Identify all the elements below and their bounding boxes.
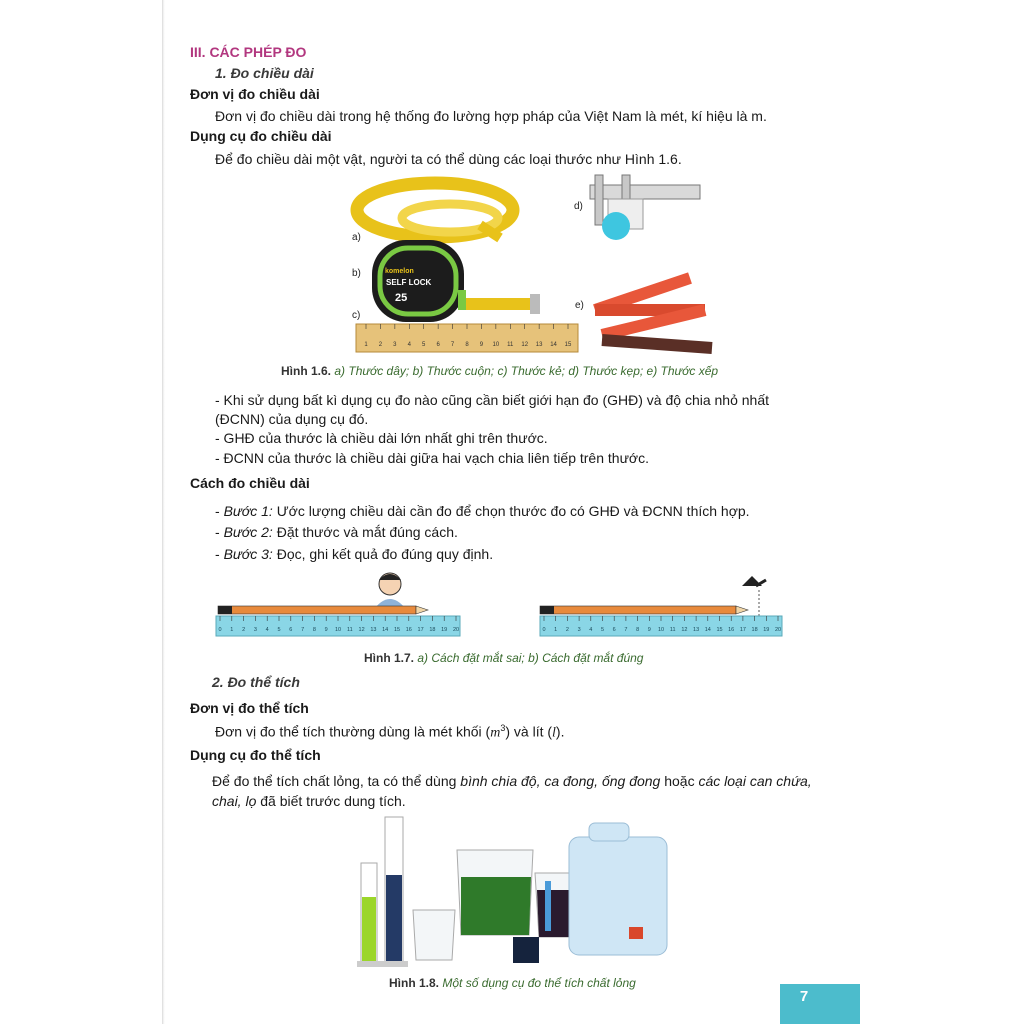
ruler-tick-label: 10 (492, 342, 500, 348)
fig-label-d: d) (574, 201, 583, 212)
ruler-tick-label: 0 (542, 627, 546, 633)
ruler-tick-label: 3 (393, 342, 397, 348)
ruler-tick-label: 14 (704, 627, 711, 633)
fig18-caption-num: Hình 1.8. (389, 976, 440, 990)
fig16-caption-num: Hình 1.6. (281, 364, 332, 378)
bullet-1a: - Khi sử dụng bất kì dụng cụ đo nào cũng cần biết giới hạn đo (GHĐ) và độ chia nhỏ nhất (215, 392, 770, 408)
fig16-drawings (340, 170, 720, 360)
ruler-tick-label: 9 (479, 342, 484, 348)
page-gutter-shadow (162, 0, 165, 1024)
ruler-tick-label: 6 (612, 627, 616, 633)
fig-label-a: a) (352, 232, 361, 243)
volume-tools-line1 (212, 773, 812, 789)
ruler-tick-label: 3 (577, 627, 581, 633)
step-3: - Bước 3: Đọc, ghi kết quả đo đúng quy định. (215, 546, 494, 562)
pencil-b (540, 606, 736, 614)
fig17-caption (364, 651, 643, 665)
eye-observer-icon (742, 576, 766, 618)
caliper-icon (590, 175, 700, 240)
unit-l: l (552, 725, 556, 741)
ruler-tick-label: 19 (763, 627, 770, 633)
large-beaker-green-icon (457, 850, 533, 935)
folding-ruler-icon (595, 278, 712, 348)
ruler-tick-label: 16 (405, 627, 412, 633)
graduated-cylinder-green-icon (357, 863, 381, 967)
tape-size: 25 (395, 292, 408, 304)
ruler-tick-label: 6 (436, 342, 440, 348)
v-t1b: bình chia độ, ca đong, ống đong (460, 773, 661, 789)
small-beaker-icon (413, 910, 455, 960)
ruler-tick-label: 15 (564, 342, 572, 348)
ruler-tick-label: 16 (728, 627, 735, 633)
unit-exp: 3 (500, 723, 506, 733)
ruler-tick-label: 1 (554, 627, 558, 633)
ruler-tick-label: 2 (565, 627, 569, 633)
step-3-label: Bước 3: (223, 546, 273, 562)
volume-subtitle: 2. Đo thể tích (212, 674, 300, 690)
ruler-tick-label: 10 (334, 627, 342, 633)
pencil-a (218, 606, 416, 614)
ruler-tick-label: 1 (230, 627, 234, 633)
v-t2b: đã biết trước dung tích. (256, 793, 406, 809)
ruler-tick-label: 13 (370, 627, 377, 633)
length-method-heading: Cách đo chiều dài (190, 475, 310, 491)
fig17-caption-text: a) Cách đặt mắt sai; b) Cách đặt mắt đúng (417, 651, 644, 665)
step-1-label: Bước 1: (223, 503, 273, 519)
ruler-tick-label: 0 (218, 627, 222, 633)
step-2-text: Đặt thước và mắt đúng cách. (272, 524, 458, 540)
volume-unit-heading: Đơn vị đo thể tích (190, 700, 309, 716)
ruler-tick-label: 17 (417, 627, 424, 633)
ruler-tick-label: 17 (739, 627, 746, 633)
v-t1d: các loại can chứa, (698, 773, 812, 789)
volume-unit-prefix: Đơn vị đo thể tích thường dùng là mét khối ( (215, 723, 491, 740)
ruler-tick-label: 3 (253, 627, 257, 633)
ruler-tick-label: 11 (669, 627, 676, 633)
ruler-tick-label: 7 (624, 627, 628, 633)
ruler-tick-label: 14 (550, 342, 557, 348)
ruler-tick-label: 12 (681, 627, 688, 633)
v-t2a: chai, lọ (212, 793, 257, 809)
length-tools-text: Để đo chiều dài một vật, người ta có thể dùng các loại thước như Hình 1.6. (215, 151, 682, 167)
ruler-tick-label: 9 (324, 627, 328, 633)
ruler-tick-label: 12 (358, 627, 365, 633)
dark-cup-icon (513, 937, 539, 963)
ruler-tick-label: 15 (393, 627, 401, 633)
ruler-tick-label: 1 (364, 342, 368, 348)
v-t1a: Để đo thể tích chất lỏng, ta có thể dùng (212, 773, 461, 789)
figure-1-8 (355, 815, 675, 970)
ruler-tick-label: 11 (346, 627, 353, 633)
fig16-caption-text: a) Thước dây; b) Thước cuộn; c) Thước kẻ; d) Thước kẹp; e) Thước xếp (334, 364, 719, 378)
ruler-tick-label: 5 (422, 342, 426, 348)
fig-label-c: c) (352, 310, 361, 321)
ruler-tick-label: 14 (382, 627, 389, 633)
ruler-tick-label: 10 (657, 627, 665, 633)
ruler-tick-label: 4 (407, 342, 411, 348)
ruler-tick-label: 15 (716, 627, 723, 633)
bullet-2: - GHĐ của thước là chiều dài lớn nhất ghi trên thước. (215, 430, 548, 446)
fig18-caption-text: Một số dụng cụ đo thể tích chất lỏng (442, 976, 636, 990)
v-t1c: hoặc (660, 773, 699, 789)
page-number-tab (780, 984, 860, 1024)
step-2: - Bước 2: Đặt thước và mắt đúng cách. (215, 524, 458, 540)
ruler-tick-label: 5 (600, 627, 605, 633)
step-1-text: Ước lượng chiều dài cần đo để chọn thước đo có GHĐ và ĐCNN thích hợp. (272, 503, 750, 519)
ruler-tick-label: 5 (277, 627, 281, 633)
length-unit-heading: Đơn vị đo chiều dài (190, 86, 320, 102)
ruler-tick-label: 6 (289, 627, 293, 633)
ruler-tick-label: 18 (751, 627, 758, 633)
bullet-1b: (ĐCNN) của dụng cụ đó. (215, 411, 369, 427)
step-1: - Bước 1: Ước lượng chiều dài cần đo để chọn thước đo có GHĐ và ĐCNN thích hợp. (215, 503, 750, 519)
ruler-tick-label: 11 (507, 342, 514, 348)
tape-brand: komelon (385, 268, 414, 275)
measuring-tape-icon (357, 183, 513, 238)
ruler-tick-label: 7 (450, 342, 455, 348)
ruler-tick-label: 19 (441, 627, 448, 633)
length-unit-text: Đơn vị đo chiều dài trong hệ thống đo lường hợp pháp của Việt Nam là mét, kí hiệu là m. (215, 108, 767, 124)
volume-unit-mid: ) và lít ( (505, 723, 553, 740)
volume-unit-text (215, 723, 564, 742)
ruler-tick-label: 13 (693, 627, 700, 633)
bullet-3: - ĐCNN của thước là chiều dài giữa hai vạch chia liên tiếp trên thước. (215, 450, 650, 466)
ruler-tick-label: 2 (378, 342, 383, 348)
ruler-tick-label: 8 (636, 627, 640, 633)
water-canister-icon (569, 823, 667, 955)
ruler-tick-label: 13 (535, 342, 543, 348)
figure-1-6 (340, 170, 720, 360)
step-3-text: Đọc, ghi kết quả đo đúng quy định. (272, 546, 494, 562)
ruler-tick-label: 18 (429, 627, 436, 633)
tape-model: SELF LOCK (386, 278, 432, 287)
length-subtitle: 1. Đo chiều dài (215, 65, 314, 81)
page-number: 7 (799, 988, 809, 1005)
fig-label-b: b) (352, 268, 361, 279)
ruler-tick-label: 7 (301, 627, 305, 633)
boy-observer-icon (375, 573, 405, 608)
volume-tools-heading: Dụng cụ đo thể tích (190, 747, 321, 763)
length-tools-heading: Dụng cụ đo chiều dài (190, 128, 332, 144)
unit-m: m (490, 725, 501, 741)
ruler-tick-label: 20 (452, 627, 460, 633)
ruler-tick-label: 20 (774, 627, 782, 633)
ruler-tick-label: 8 (465, 342, 469, 348)
volume-tools-line2 (212, 793, 406, 809)
ruler-tick-label: 8 (312, 627, 316, 633)
ruler-tick-label: 9 (647, 627, 651, 633)
ruler-tick-label: 2 (242, 627, 246, 633)
figure-1-7 (210, 568, 790, 644)
ruler-tick-label: 12 (521, 342, 529, 348)
ruler-tick-label: 4 (265, 627, 269, 633)
fig-label-e: e) (575, 300, 584, 311)
fig17-caption-num: Hình 1.7. (364, 651, 415, 665)
section-title: III. CÁC PHÉP ĐO (190, 44, 307, 60)
graduated-cylinder-dark-icon (380, 817, 408, 967)
fig18-caption (389, 976, 636, 990)
ruler-tick-label: 4 (589, 627, 593, 633)
fig16-caption (281, 364, 718, 378)
volume-unit-suffix: ). (555, 723, 565, 740)
step-2-label: Bước 2: (223, 524, 273, 540)
